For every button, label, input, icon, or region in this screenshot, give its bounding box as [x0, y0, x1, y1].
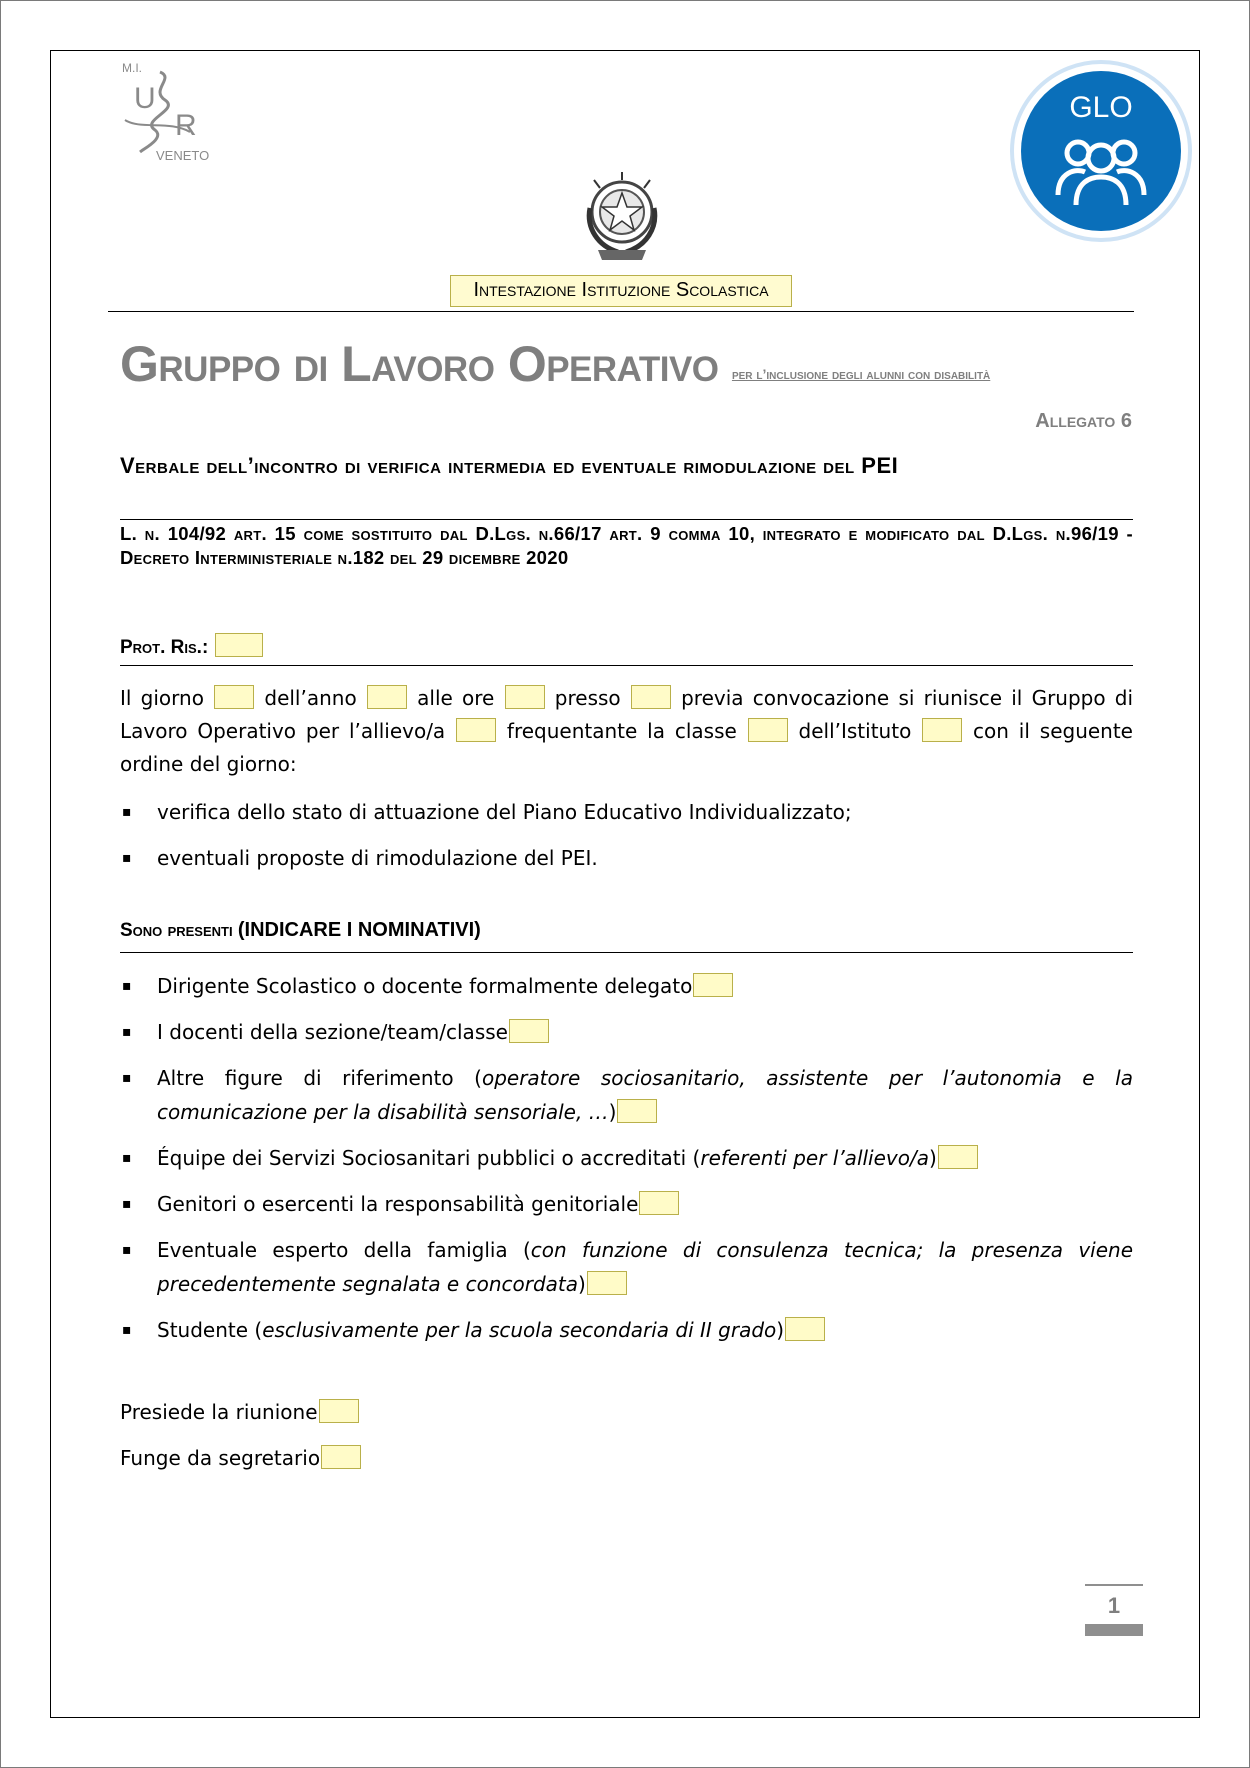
presenti-item-studente [120, 1313, 1133, 1347]
prot-divider [120, 665, 1133, 666]
prot-ris-label: Prot. Ris.: [120, 637, 209, 658]
bullet-icon: ▪ [122, 850, 132, 866]
presenti-item-dirigente [120, 969, 1133, 1003]
presenti-heading-caps: (INDICARE I NOMINATIVI) [237, 919, 481, 941]
presenti-text-end: ) [608, 1100, 617, 1124]
header-divider [108, 311, 1134, 312]
verbale-divider [120, 519, 1133, 520]
presenti-text-end: ) [578, 1272, 586, 1296]
glo-label: GLO [1069, 91, 1133, 124]
studente-field[interactable] [785, 1317, 825, 1341]
allievo-field[interactable] [456, 718, 496, 742]
legal-reference: L. n. 104/92 art. 15 come sostituito dal D.Lgs. n.66/17 art. 9 comma 10, integrato e modificato dal D.Lgs. n.96/19 - Decreto Interministeriale n.182 del 29 dicembre 2020 [120, 523, 1133, 568]
intro-text-ore: alle ore [417, 686, 495, 710]
page-number-bar [1085, 1624, 1143, 1636]
agenda-text: eventuali proposte di rimodulazione del PEI. [157, 846, 598, 870]
presenti-text: Dirigente Scolastico o docente formalmente delegato [157, 974, 693, 998]
intro-text-giorno: Il giorno [120, 686, 204, 710]
title-main: Gruppo di Lavoro Operativo [120, 336, 719, 392]
prot-ris-row [120, 633, 264, 659]
prot-ris-field[interactable] [215, 633, 263, 657]
presenti-text: Équipe dei Servizi Sociosanitari pubblici o accreditati ( [157, 1146, 701, 1170]
presiede-label: Presiede la riunione [120, 1400, 318, 1424]
bullet-icon: ▪ [122, 1242, 132, 1258]
presenti-text: I docenti della sezione/team/classe [157, 1020, 508, 1044]
segretario-field[interactable] [321, 1445, 361, 1469]
ore-field[interactable] [505, 685, 545, 709]
bullet-icon: ▪ [122, 804, 132, 820]
anno-field[interactable] [367, 685, 407, 709]
equipe-field[interactable] [938, 1145, 978, 1169]
segretario-label: Funge da segretario [120, 1446, 321, 1470]
bullet-icon: ▪ [122, 1024, 132, 1040]
intro-text-allievo: previa convocazione si riunisce il Gruppo di Lavoro Operativo per l’allievo/a [120, 686, 1134, 743]
bullet-icon: ▪ [122, 1070, 132, 1086]
presenti-item-esperto [120, 1233, 1133, 1301]
agenda-list [120, 795, 1133, 875]
bullet-icon: ▪ [122, 1196, 132, 1212]
agenda-text: verifica dello stato di attuazione del Piano Educativo Individualizzato; [157, 800, 852, 824]
altre-figure-field[interactable] [617, 1099, 657, 1123]
usr-veneto-logo [120, 60, 220, 165]
logo-mi-text: M.I. [122, 61, 142, 75]
presso-field[interactable] [631, 685, 671, 709]
agenda-item [120, 841, 1133, 875]
presenti-italic: operatore sociosanitario, assistente per l’autonomia e la comunicazione per la disabilità sensoriale, … [157, 1066, 1133, 1124]
repubblica-italiana-emblem-icon [580, 168, 664, 268]
logo-veneto-text: VENETO [156, 148, 210, 163]
presenti-list [120, 969, 1133, 1347]
genitori-field[interactable] [639, 1191, 679, 1215]
page-number: 1 [1107, 1593, 1121, 1618]
esperto-field[interactable] [587, 1271, 627, 1295]
verbale-heading: Verbale dell’incontro di verifica intermedia ed eventuale rimodulazione del PEI [120, 453, 899, 478]
presenti-item-altre-figure [120, 1061, 1133, 1129]
presenti-text: Studente ( [157, 1318, 263, 1342]
presenti-italic: con funzione di consulenza tecnica; la presenza viene precedentemente segnalata e concordata [157, 1238, 1133, 1296]
presenti-text-end: ) [928, 1146, 937, 1170]
intro-text-odg: con il seguente ordine del giorno: [120, 719, 1133, 776]
allegato-label: Allegato 6 [1035, 410, 1132, 432]
presenti-item-equipe [120, 1141, 1133, 1175]
presenti-text: Genitori o esercenti la responsabilità genitoriale [157, 1192, 639, 1216]
presenti-italic: referenti per l’allievo/a [700, 1146, 929, 1170]
bullet-icon: ▪ [122, 978, 132, 994]
intro-text-presso: presso [554, 686, 621, 710]
docenti-field[interactable] [509, 1019, 549, 1043]
presenti-heading [120, 919, 481, 942]
intestazione-istituzione-field[interactable]: Intestazione Istituzione Scolastica [450, 275, 792, 307]
presiede-field[interactable] [319, 1399, 359, 1423]
logo-r-letter: R [175, 109, 197, 142]
bullet-icon: ▪ [122, 1322, 132, 1338]
glo-badge [1010, 60, 1192, 246]
presenti-text-end: ) [776, 1318, 785, 1342]
dirigente-field[interactable] [693, 973, 733, 997]
intro-text-classe: frequentante la classe [506, 719, 737, 743]
title-subtitle: per l’inclusione degli alunni con disabilità [731, 366, 991, 382]
document-title [120, 335, 990, 393]
presenti-text: Eventuale esperto della famiglia ( [157, 1238, 531, 1262]
presiede-row [120, 1399, 360, 1424]
istituto-field[interactable] [922, 718, 962, 742]
intro-text-istituto: dell’Istituto [798, 719, 912, 743]
bullet-icon: ▪ [122, 1150, 132, 1166]
classe-field[interactable] [748, 718, 788, 742]
intro-text-anno: dell’anno [264, 686, 357, 710]
presenti-heading-sc: Sono presenti [120, 920, 233, 941]
intro-paragraph [120, 682, 1133, 781]
presenti-text: Altre figure di riferimento ( [157, 1066, 482, 1090]
page-number-topline [1085, 1584, 1143, 1586]
segretario-row [120, 1445, 362, 1470]
presenti-item-docenti [120, 1015, 1133, 1049]
agenda-item [120, 795, 1133, 829]
logo-u-letter: U [134, 82, 156, 115]
giorno-field[interactable] [214, 685, 254, 709]
presenti-divider [120, 952, 1133, 953]
presenti-italic: esclusivamente per la scuola secondaria di II grado [262, 1318, 777, 1342]
presenti-item-genitori [120, 1187, 1133, 1221]
